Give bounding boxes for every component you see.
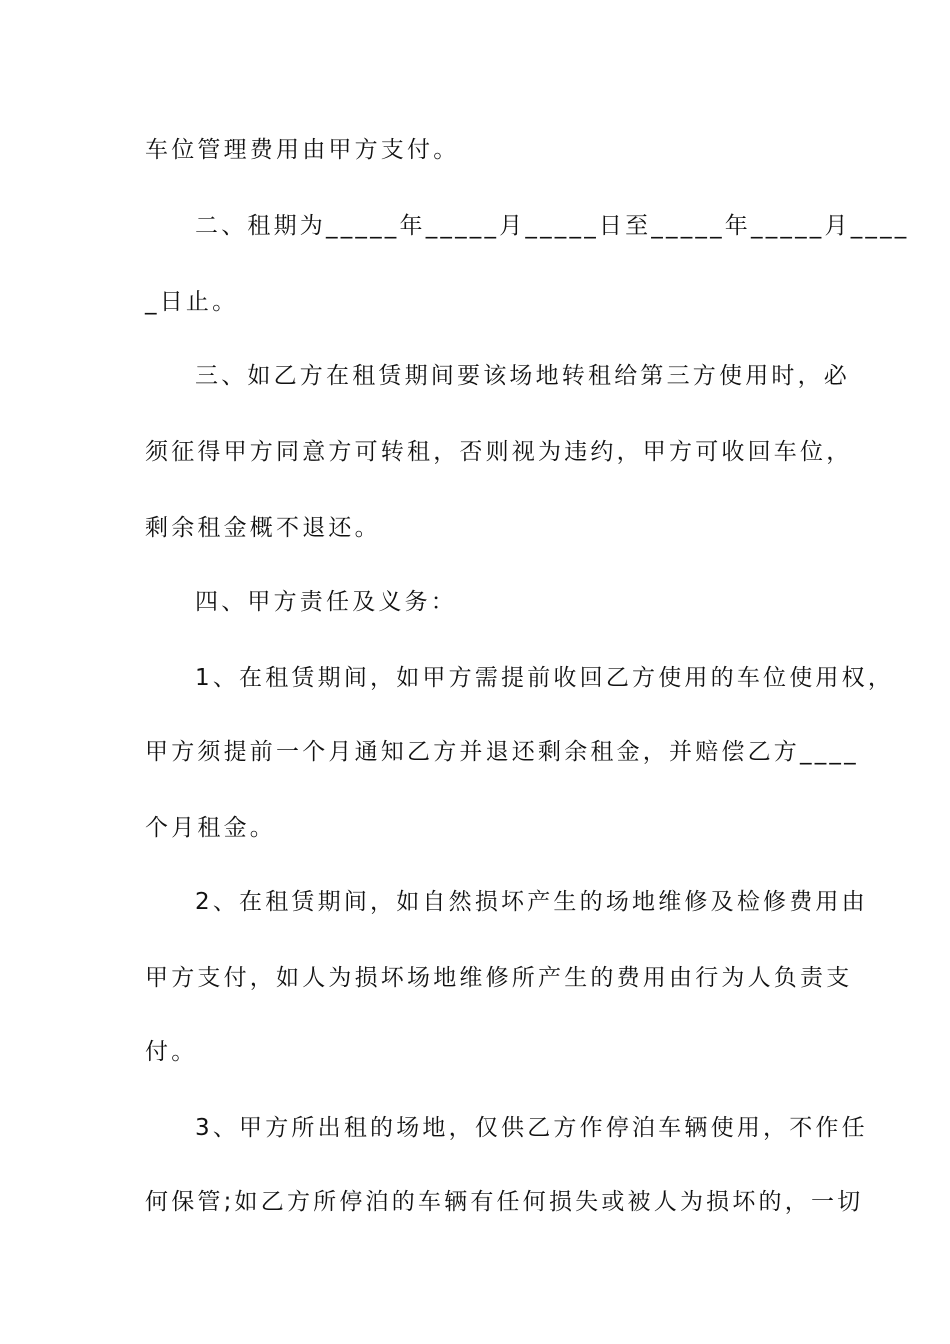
text-line-10: 个月租金。 xyxy=(145,815,276,841)
text-line-15: 何保管;如乙方所停泊的车辆有任何损失或被人为损坏的，一切 xyxy=(145,1189,864,1215)
text-line-14: 3、甲方所出租的场地，仅供乙方作停泊车辆使用，不作任 xyxy=(195,1115,868,1141)
text-line-2: 二、租期为_____年_____月_____日至_____年_____月____ xyxy=(195,213,910,239)
text-line-8: 1、在租赁期间，如甲方需提前收回乙方使用的车位使用权， xyxy=(195,665,895,691)
text-line-12: 甲方支付，如人为损坏场地维修所产生的费用由行为人负责支 xyxy=(145,965,853,991)
text-line-3: _日止。 xyxy=(145,289,239,315)
text-line-7: 四、甲方责任及义务： xyxy=(195,589,457,615)
text-line-1: 车位管理费用由甲方支付。 xyxy=(145,137,460,163)
text-line-11: 2、在租赁期间，如自然损坏产生的场地维修及检修费用由 xyxy=(195,889,868,915)
text-line-9: 甲方须提前一个月通知乙方并退还剩余租金，并赔偿乙方____ xyxy=(145,739,859,765)
text-line-5: 须征得甲方同意方可转租，否则视为违约，甲方可收回车位， xyxy=(145,439,853,465)
text-line-13: 付。 xyxy=(145,1039,198,1065)
text-line-6: 剩余租金概不退还。 xyxy=(145,515,381,541)
text-line-4: 三、如乙方在租赁期间要该场地转租给第三方使用时，必 xyxy=(195,363,850,389)
